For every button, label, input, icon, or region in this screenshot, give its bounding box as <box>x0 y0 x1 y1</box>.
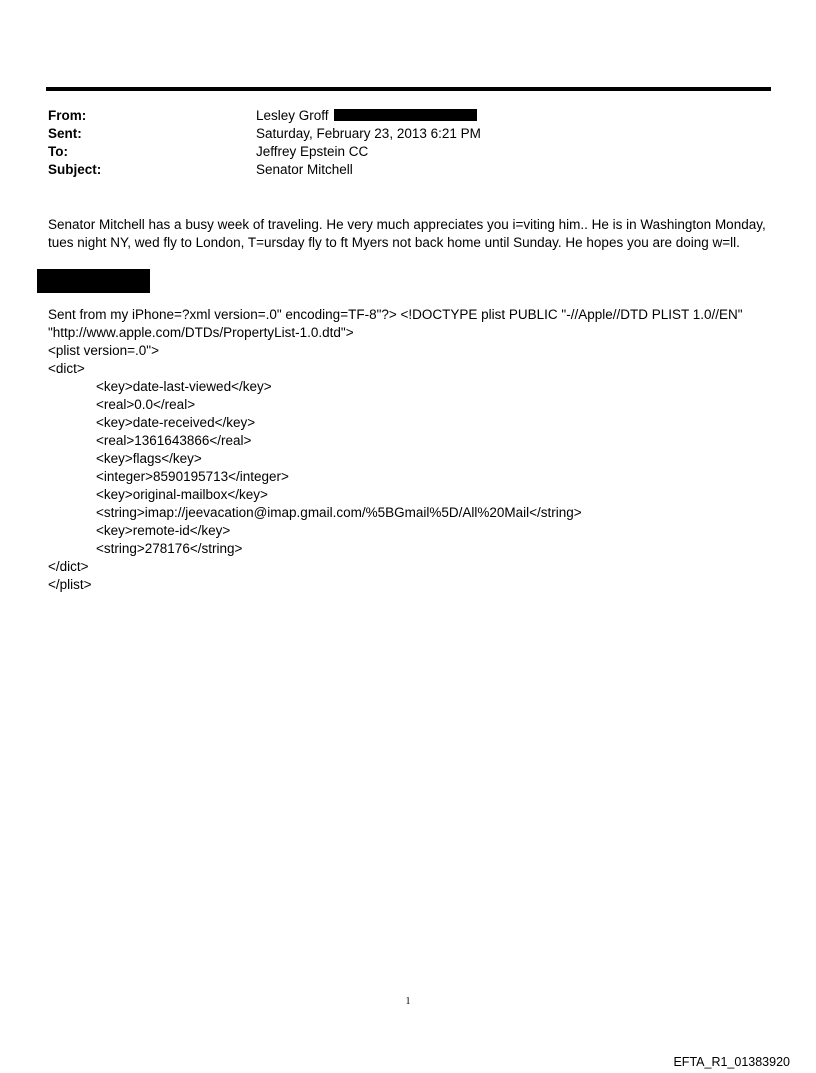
plist-line: <dict> <box>48 361 85 376</box>
plist-line: <key>flags</key> <box>96 451 202 466</box>
plist-line: Sent from my iPhone=?xml version=.0" encoding=TF-8"?> <!DOCTYPE plist PUBLIC "-//Apple//DTD PLIST 1.0//EN" <box>48 307 743 322</box>
from-label: From: <box>48 108 87 123</box>
plist-line: <string>278176</string> <box>96 541 243 556</box>
to-value: Jeffrey Epstein CC <box>256 144 369 159</box>
document-id: EFTA_R1_01383920 <box>673 1055 790 1069</box>
page-number: 1 <box>405 996 411 1007</box>
subject-label: Subject: <box>48 162 102 177</box>
plist-line: <key>date-received</key> <box>96 415 256 430</box>
subject-value: Senator Mitchell <box>256 162 353 177</box>
body-line-1: Senator Mitchell has a busy week of traveling. He very much appreciates you i=viting him.. He is in Washington Monday, <box>48 217 766 232</box>
signature-plist <box>48 306 773 594</box>
sent-row <box>48 125 768 143</box>
plist-line: </plist> <box>48 577 92 592</box>
to-label: To: <box>48 144 68 159</box>
plist-line: <real>1361643866</real> <box>96 433 252 448</box>
plist-line: <key>remote-id</key> <box>96 523 231 538</box>
from-value <box>256 107 477 125</box>
body-line-2: tues night NY, wed fly to London, T=ursday fly to ft Myers not back home until Sunday. He hopes you are doing w=ll. <box>48 235 740 250</box>
redacted-block <box>37 269 150 293</box>
plist-line: </dict> <box>48 559 89 574</box>
email-header <box>48 107 768 179</box>
from-row <box>48 107 768 125</box>
sent-label: Sent: <box>48 126 82 141</box>
plist-line: <string>imap://jeevacation@imap.gmail.com/%5BGmail%5D/All%20Mail</string> <box>96 505 582 520</box>
from-name: Lesley Groff <box>256 108 329 123</box>
redacted-email-address <box>334 109 477 121</box>
plist-line: <integer>8590195713</integer> <box>96 469 289 484</box>
plist-line: "http://www.apple.com/DTDs/PropertyList-1.0.dtd"> <box>48 325 354 340</box>
plist-line: <key>date-last-viewed</key> <box>96 379 272 394</box>
sent-value: Saturday, February 23, 2013 6:21 PM <box>256 126 481 141</box>
email-body <box>48 216 773 252</box>
plist-line: <plist version=.0"> <box>48 343 159 358</box>
plist-line: <real>0.0</real> <box>96 397 196 412</box>
to-row <box>48 143 768 161</box>
top-divider <box>46 87 771 91</box>
subject-row <box>48 161 768 179</box>
plist-line: <key>original-mailbox</key> <box>96 487 268 502</box>
